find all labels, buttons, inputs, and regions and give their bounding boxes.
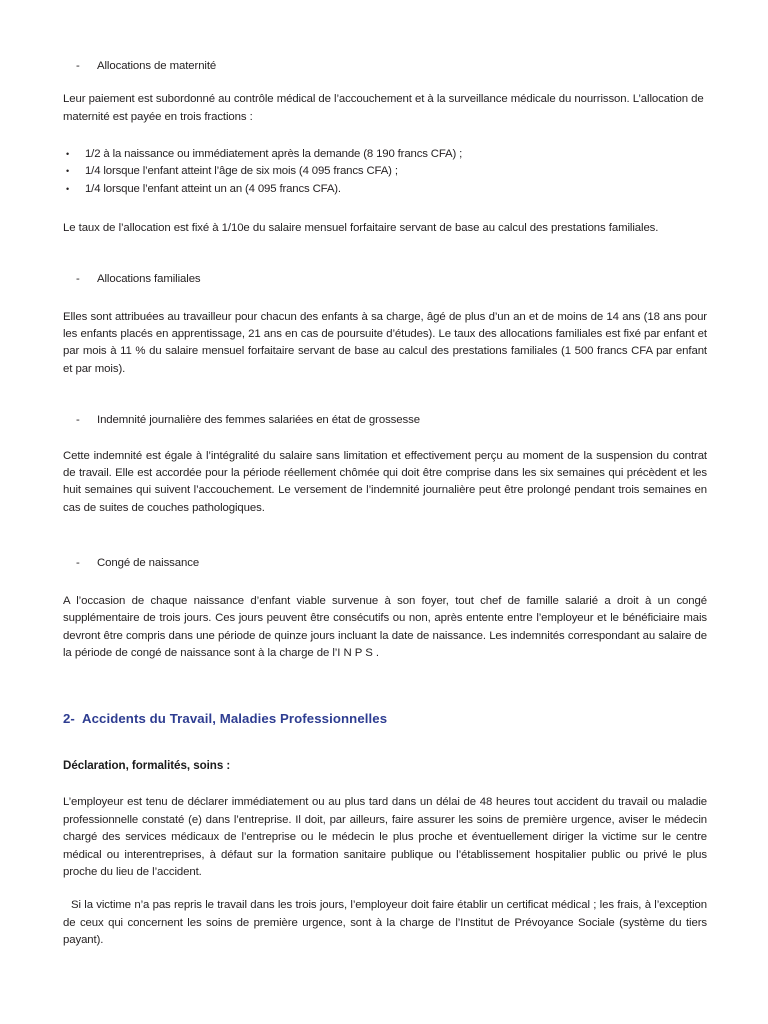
paragraph-declaration-body: L’employeur est tenu de déclarer immédiatement ou au plus tard dans un délai de 48 heures tout accident du travail ou maladie professionnelle constaté (e) dans l’entreprise. Il doit, par ailleurs, faire assurer les soins de première urgence, aviser le médecin chargé des services médicaux de l’entreprise ou le médecin le plus proche et éventuellement diriger la victime sur le centre médical ou interentreprises, à défaut sur la formation sanitaire publique ou l’établissement hospitalier public ou privé le plus proche du lieu de l’accident. [63, 796, 707, 878]
subheading-indemnite-journaliere [63, 412, 707, 429]
bullet-icon: • [66, 166, 70, 177]
spacer [63, 517, 707, 555]
paragraph-birth-leave: A l’occasion de chaque naissance d’enfant viable survenue à son foyer, tout chef de famille salarié a droit à un congé supplémentaire de trois jours. Ces jours peuvent être consécutifs ou non, après entente entre l’employeur et le bénéficiaire mais devront être compris dans une période de quinze jours incluant la date de naissance. Les indemnités correspondant au salaire de la période de congé de naissance sont à la charge de l’I N P S . [63, 594, 707, 659]
section-heading-accidents-du-travail: 2- Accidents du Travail, Maladies Professionnelles [63, 711, 388, 727]
dash-marker: - [76, 557, 80, 570]
spacer [63, 378, 707, 412]
list-item-label: 1/4 lorsque l’enfant atteint un an (4 095 francs CFA). [85, 182, 341, 195]
spacer [63, 727, 707, 757]
list-item [63, 181, 707, 198]
subheading-label: Indemnité journalière des femmes salariées en état de grossesse [97, 414, 420, 427]
paragraph-daily-indemnity: Cette indemnité est égale à l’intégralité du salaire sans limitation et effectivement perçu au moment de la suspension du contrat de travail. Elle est accordée pour la période réellement chômée qui doit être comprise dans les six semaines qui précèdent et les huit semaines qui suivent l’accouchement. Le versement de l’indemnité journalière peut être prolongé pendant trois semaines en cas de suites de couches pathologiques. [63, 449, 707, 514]
subheading-allocations-de-maternite [63, 58, 707, 75]
subheading-declaration-formalites-soins: Déclaration, formalités, soins : [63, 759, 231, 773]
spacer [63, 289, 707, 309]
subheading-label: Allocations familiales [97, 273, 201, 286]
dash-marker: - [76, 60, 80, 72]
dash-marker: - [76, 273, 80, 286]
spacer [63, 198, 707, 220]
spacer [63, 573, 707, 593]
spacer [63, 774, 707, 794]
bullet-icon: • [66, 183, 70, 194]
bullet-icon: • [66, 149, 70, 160]
spacer [63, 881, 707, 897]
document-content [63, 58, 707, 950]
paragraph-family-allowance: Elles sont attribuées au travailleur pour chacun des enfants à sa charge, âgé de plus d’un an et de moins de 14 ans (18 ans pour les enfants placés en apprentissage, 21 ans en cas de poursuite d’études). Le taux des allocations familiales est fixé par enfant et par mois à 11 % du salaire mensuel forfaitaire servant de base au calcul des prestations familiales (1 500 francs CFA par enfant et par mois). [63, 310, 707, 375]
spacer [63, 126, 707, 146]
subheading-label: Allocations de maternité [97, 60, 217, 72]
subheading-conge-de-naissance [63, 555, 707, 572]
subheading-label: Congé de naissance [97, 557, 200, 570]
list-item [63, 146, 707, 163]
list-item [63, 163, 707, 180]
paragraph-maternity-intro: Leur paiement est subordonné au contrôle médical de l’accouchement et à la surveillance médicale du nourrisson. L’allocation de maternité est payée en trois fractions : [63, 93, 704, 123]
list-item-label: 1/4 lorsque l’enfant atteint l’âge de six mois (4 095 francs CFA) ; [85, 165, 398, 178]
dash-marker: - [76, 414, 80, 427]
spacer [63, 75, 707, 91]
spacer [63, 662, 707, 700]
paragraph-maternity-rate: Le taux de l’allocation est fixé à 1/10e du salaire mensuel forfaitaire servant de base au calcul des prestations familiales. [63, 221, 659, 234]
paragraph-medical-certificate: Si la victime n’a pas repris le travail dans les trois jours, l’employeur doit faire établir un certificat médical ; les frais, à l’exception de ceux qui concernent les soins de première urgence, sont à la charge de l’Institut de Prévoyance Sociale (système du tiers payant). [63, 899, 707, 947]
list-item-label: 1/2 à la naissance ou immédiatement après la demande (8 190 francs CFA) ; [85, 148, 463, 161]
spacer [63, 430, 707, 448]
list-maternity-fractions [63, 146, 707, 198]
spacer [63, 700, 707, 710]
subheading-allocations-familiales [63, 271, 707, 288]
spacer [63, 237, 707, 271]
